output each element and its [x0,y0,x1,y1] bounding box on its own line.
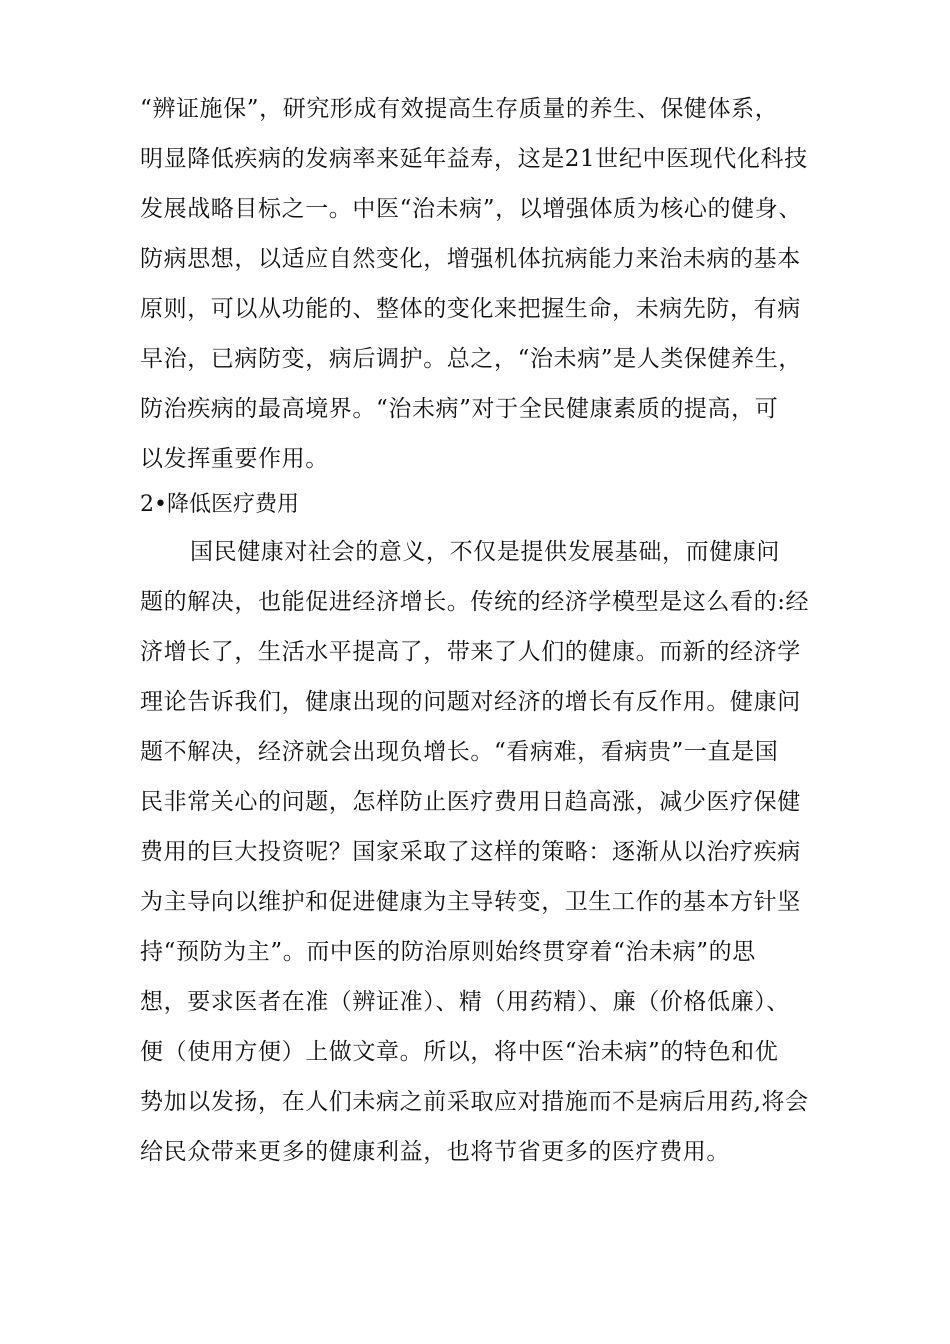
paragraph-line: 国民健康对社会的意义，不仅是提供发展基础，而健康问 [190,539,780,565]
paragraph-line: 便（使用方便）上做文章。所以，将中医“治未病”的特色和优 [140,1039,779,1065]
paragraph-line: 题的解决，也能促进经济增长。传统的经济学模型是这么看的:经 [140,589,810,615]
paragraph-line: 题不解决，经济就会出现负增长。“看病难，看病贵”一直是国 [140,739,779,765]
paragraph-line: 民非常关心的问题，怎样防止医疗费用日趋高涨，减少医疗保健 [140,789,801,815]
paragraph-line: 济增长了，生活水平提高了，带来了人们的健康。而新的经济学 [140,639,801,665]
paragraph-line: 持“预防为主”。而中医的防治原则始终贯穿着“治未病”的思 [140,939,756,965]
paragraph-line: 防治疾病的最高境界。“治未病”对于全民健康素质的提高，可 [140,396,779,422]
paragraph-line: 以发挥重要作用。 [140,446,329,472]
paragraph-line: 防病思想，以适应自然变化，增强机体抗病能力来治未病的基本 [140,246,801,272]
paragraph-line: 原则，可以从功能的、整体的变化来把握生命，未病先防，有病 [140,296,801,322]
paragraph-line: 理论告诉我们，健康出现的问题对经济的增长有反作用。健康问 [140,689,801,715]
paragraph-line: “辨证施保”，研究形成有效提高生存质量的养生、保健体系， [140,96,779,122]
paragraph-line: 为主导向以维护和促进健康为主导转变，卫生工作的基本方针坚 [140,889,801,915]
paragraph-line: 费用的巨大投资呢？国家采取了这样的策略：逐渐从以治疗疾病 [140,839,801,865]
paragraph-line: 势加以发扬，在人们未病之前采取应对措施而不是病后用药,将会 [140,1089,809,1115]
paragraph-line: 给民众带来更多的健康利益，也将节省更多的医疗费用。 [140,1139,730,1165]
paragraph-line: 想，要求医者在准（辨证准）、精（用药精）、廉（价格低廉）、 [140,989,790,1015]
paragraph-line: 早治，已病防变，病后调护。总之，“治未病”是人类保健养生， [140,346,802,372]
paragraph-line: 明显降低疾病的发病率来延年益寿，这是21世纪中医现代化科技 [140,146,808,172]
section-heading: 2•降低医疗费用 [140,492,299,517]
paragraph-line: 发展战略目标之一。中医“治未病”，以增强体质为核心的健身、 [140,196,802,222]
